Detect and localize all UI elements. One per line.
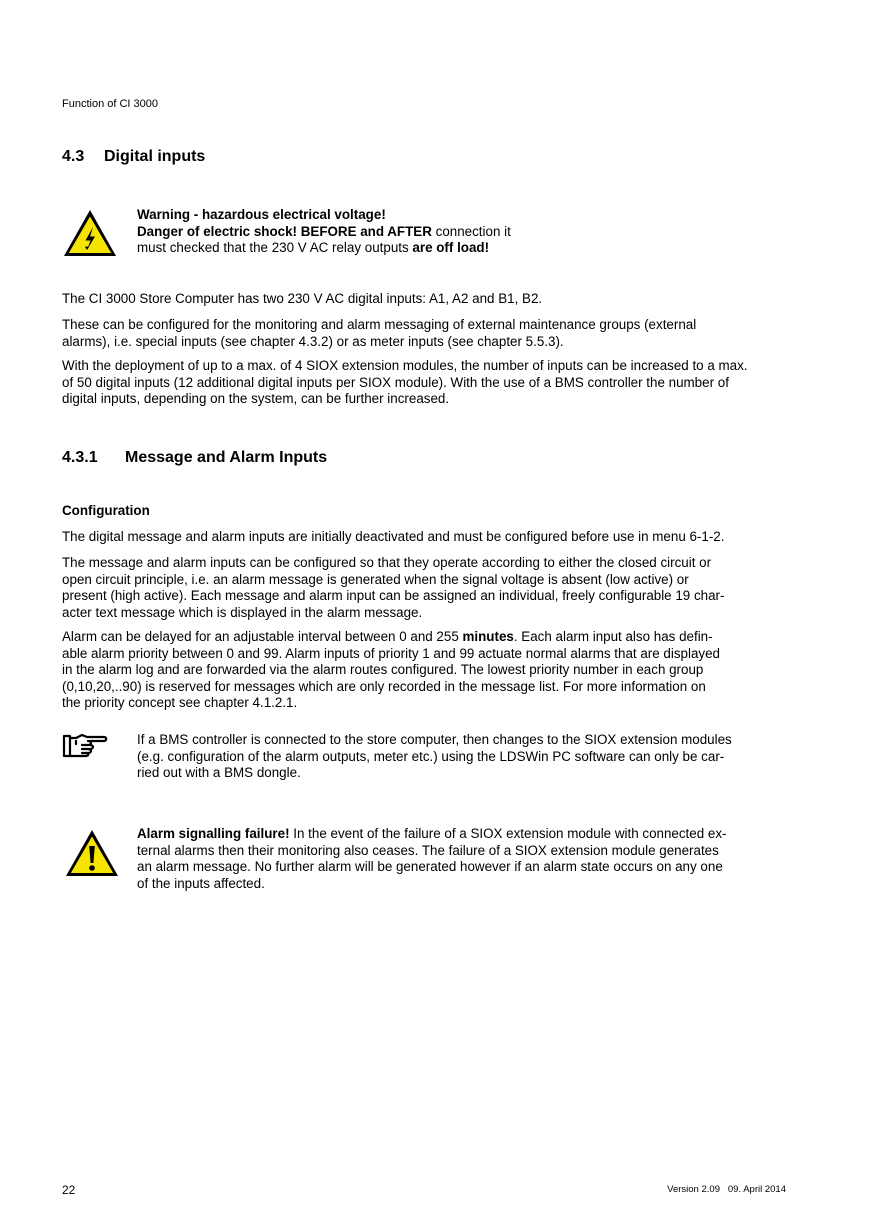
electrical-warning-text [137, 207, 827, 257]
electrical-hazard-icon [62, 208, 118, 258]
alarm-failure-line: an alarm message. No further alarm will be generated however if an alarm state occurs on any one [137, 859, 723, 874]
section-number: 4.3 [62, 148, 85, 165]
config-p3-line: able alarm priority between 0 and 99. Alarm inputs of priority 1 and 99 actuate normal alarms that are displayed [62, 645, 720, 661]
bms-note-text [137, 732, 827, 782]
config-p3-line: (0,10,20,..90) is reserved for messages which are only recorded in the message list. For more information on [62, 678, 706, 694]
running-head: Function of CI 3000 [62, 98, 159, 110]
warning-line2-rest: connection it [431, 223, 511, 239]
intro-p3-line: of 50 digital inputs (12 additional digital inputs per SIOX module). With the use of a BMS controller the number of [62, 374, 729, 390]
page-number: 22 [62, 1183, 76, 1197]
alarm-failure-line1: In the event of the failure of a SIOX extension module with connected ex- [289, 826, 727, 841]
intro-p2-line: alarms), i.e. special inputs (see chapter 4.3.2) or as meter inputs (see chapter 5.5.3). [62, 333, 564, 349]
intro-paragraph-3 [62, 358, 822, 408]
config-p2-line: open circuit principle, i.e. an alarm message is generated when the signal voltage is absent (low active) or [62, 571, 689, 587]
section-title: Digital inputs [104, 148, 206, 165]
alarm-failure-title: Alarm signalling failure! [137, 826, 290, 841]
config-p3-text: . Each alarm input also has defin- [513, 629, 713, 644]
note-line: ried out with a BMS dongle. [137, 765, 301, 780]
config-p2-line: acter text message which is displayed in the alarm message. [62, 604, 423, 620]
pointing-hand-icon [62, 732, 108, 760]
config-paragraph-3 [62, 629, 822, 712]
config-p3-minutes: minutes [462, 629, 514, 644]
config-paragraph-2 [62, 555, 822, 621]
version-info: Version 2.09 09. April 2014 [667, 1184, 786, 1195]
subsection-title: Message and Alarm Inputs [125, 449, 328, 466]
section-heading [62, 148, 205, 166]
intro-paragraph-1: The CI 3000 Store Computer has two 230 V AC digital inputs: A1, A2 and B1, B2. [62, 291, 543, 306]
subsection-heading [62, 449, 327, 467]
config-paragraph-1: The digital message and alarm inputs are initially deactivated and must be configured before use in menu 6-1-2. [62, 529, 725, 544]
alarm-failure-warning-text [137, 826, 827, 892]
config-p2-line: The message and alarm inputs can be configured so that they operate according to either the closed circuit or [62, 555, 712, 570]
config-p2-line: present (high active). Each message and alarm input can be assigned an individual, freely configurable 19 char- [62, 588, 725, 603]
intro-paragraph-2 [62, 317, 822, 350]
config-p3-line: in the alarm log and are forwarded via the alarm routes configured. The lowest priority number in each group [62, 662, 704, 677]
warning-line3: must checked that the 230 V AC relay outputs [137, 240, 413, 255]
note-line: If a BMS controller is connected to the store computer, then changes to the SIOX extension modules [137, 732, 732, 747]
intro-p2-line: These can be configured for the monitoring and alarm messaging of external maintenance groups (external [62, 317, 697, 332]
warning-off-load: are off load! [412, 240, 490, 255]
note-line: (e.g. configuration of the alarm outputs, meter etc.) using the LDSWin PC software can only be car- [137, 748, 725, 764]
configuration-heading: Configuration [62, 503, 150, 518]
warning-title: Warning - hazardous electrical voltage! [137, 207, 386, 222]
config-p3-text: Alarm can be delayed for an adjustable interval between 0 and 255 [62, 629, 463, 644]
warning-danger: Danger of electric shock! BEFORE and AFTER [137, 223, 432, 239]
general-warning-icon [64, 828, 120, 878]
intro-p3-line: digital inputs, depending on the system, can be further increased. [62, 391, 450, 406]
config-p3-line: the priority concept see chapter 4.1.2.1. [62, 695, 298, 710]
intro-p3-line: With the deployment of up to a max. of 4 SIOX extension modules, the number of inputs can be increased to a max. [62, 358, 748, 373]
alarm-failure-line: of the inputs affected. [137, 875, 265, 891]
subsection-number: 4.3.1 [62, 449, 98, 466]
alarm-failure-line: ternal alarms then their monitoring also ceases. The failure of a SIOX extension module generates [137, 842, 719, 858]
